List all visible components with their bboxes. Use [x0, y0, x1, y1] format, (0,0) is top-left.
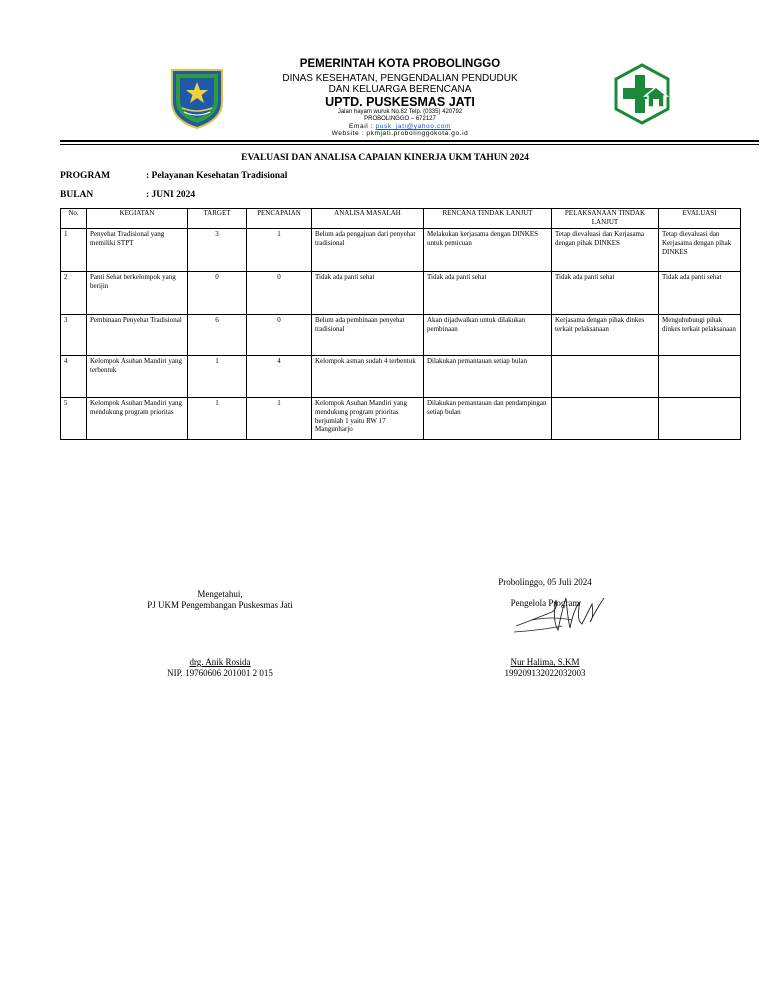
cell-target: 3	[188, 229, 247, 272]
cell-rencana: Tidak ada panti sehat	[424, 272, 552, 315]
cell-pencapaian: 0	[247, 315, 312, 356]
cell-pencapaian: 1	[247, 398, 312, 440]
email-link[interactable]: pusk_jati@yahoo.com	[375, 123, 451, 130]
city-postal: PROBOLINGGO – 672127	[364, 116, 436, 122]
cell-pelaksanaan: Tidak ada panti sehat	[552, 272, 659, 315]
cell-rencana: Dilakukan pemantauan setiap bulan	[424, 356, 552, 398]
table-row	[61, 356, 741, 398]
cell-no: 2	[61, 272, 87, 315]
acknowledger-nip: NIP. 19760606 201001 2 015	[167, 668, 273, 678]
table-row	[61, 229, 741, 272]
cell-analisa: Kelompok asman sudah 4 terbentuk	[312, 356, 424, 398]
program-label: PROGRAM	[60, 171, 111, 181]
cell-kegiatan: Pembinaan Penyehat Tradisional	[87, 315, 188, 356]
header-kegiatan: KEGIATAN	[87, 209, 188, 229]
cell-pelaksanaan: Kerjasama dengan pihak dinkes terkait pelaksanaan	[552, 315, 659, 356]
puskesmas-logo	[612, 63, 672, 125]
table-row	[61, 272, 741, 315]
letterhead-rule-thin	[60, 144, 759, 145]
program-manager-nip: 199209132022032003	[504, 668, 586, 678]
cell-analisa: Belum ada pengajuan dari penyehat tradisional	[312, 229, 424, 272]
table-row	[61, 315, 741, 356]
cell-target: 0	[188, 272, 247, 315]
website-line: Website : pkmjati.probolinggokota.go.id	[331, 130, 469, 137]
cell-kegiatan: Kelompok Asuhan Mandiri yang mendukung program prioritas	[87, 398, 188, 440]
letterhead-rule-thick	[60, 140, 759, 142]
acknowledged-label: Mengetahui,	[197, 589, 243, 599]
program-value: : Pelayanan Kesehatan Tradisional	[146, 171, 288, 181]
probolinggo-city-emblem	[170, 68, 224, 130]
header-pencapaian: PENCAPAIAN	[247, 209, 312, 229]
header-pelaksanaan-tindak-lanjut: PELAKSANAAN TINDAK LANJUT	[552, 209, 659, 229]
cell-no: 4	[61, 356, 87, 398]
month-value: : JUNI 2024	[146, 190, 196, 200]
cell-analisa: Belum ada pembinaan penyehat tradisional	[312, 315, 424, 356]
cell-rencana: Dilakukan pemantauan dan pendampingan setiap bulan	[424, 398, 552, 440]
header-analisa-masalah: ANALISA MASALAH	[312, 209, 424, 229]
cell-evaluasi: Tidak ada panti sehat	[659, 272, 741, 315]
cell-rencana: Melakukan kerjasama dengan DINKES untuk pemicuan	[424, 229, 552, 272]
cell-pelaksanaan	[552, 356, 659, 398]
table-header-row	[61, 209, 741, 229]
address: Jalan hayam wuruk No.82 Telp. (0335) 420792	[337, 109, 463, 115]
program-manager-name: Nur Halima, S.KM	[510, 657, 580, 667]
acknowledger-title: PJ UKM Pengembangan Puskesmas Jati	[147, 600, 293, 610]
cell-evaluasi: Tetap dievaluasi dan Kerjasama dengan pihak DINKES	[659, 229, 741, 272]
cell-pencapaian: 0	[247, 272, 312, 315]
cell-evaluasi: Menguhubungi pihak dinkes terkait pelaksanaan	[659, 315, 741, 356]
table-row	[61, 398, 741, 440]
evaluation-table	[60, 208, 741, 440]
cell-pencapaian: 4	[247, 356, 312, 398]
document-title: EVALUASI DAN ANALISA CAPAIAN KINERJA UKM TAHUN 2024	[241, 153, 529, 163]
dept-line-2: DAN KELUARGA BERENCANA	[328, 84, 472, 95]
cell-evaluasi	[659, 398, 741, 440]
header-rencana-tindak-lanjut: RENCANA TINDAK LANJUT	[424, 209, 552, 229]
cell-kegiatan: Panti Sehat berkelompok yang berijin	[87, 272, 188, 315]
cell-no: 3	[61, 315, 87, 356]
header-no: No.	[61, 209, 87, 229]
acknowledger-name: drg. Anik Rosida	[189, 657, 251, 667]
cell-analisa: Kelompok Asuhan Mandiri yang mendukung program prioritas berjumlah 1 yaitu RW 17 Mangunharjo	[312, 398, 424, 440]
cell-target: 6	[188, 315, 247, 356]
cell-no: 1	[61, 229, 87, 272]
cell-rencana: Akan dijadwalkan untuk dilakukan pembinaan	[424, 315, 552, 356]
cell-pelaksanaan	[552, 398, 659, 440]
header-target: TARGET	[188, 209, 247, 229]
cell-pencapaian: 1	[247, 229, 312, 272]
cell-target: 1	[188, 398, 247, 440]
month-label: BULAN	[60, 190, 94, 200]
handwritten-signature	[512, 590, 608, 636]
program-manager-title: Pengelola Program	[510, 598, 580, 608]
cell-kegiatan: Kelompok Asuhan Mandiri yang terbentuk	[87, 356, 188, 398]
email-label: Email :	[349, 123, 376, 130]
cell-evaluasi	[659, 356, 741, 398]
gov-name: PEMERINTAH KOTA PROBOLINGGO	[299, 58, 501, 70]
cell-target: 1	[188, 356, 247, 398]
cell-kegiatan: Penyehat Tradisional yang memiliki STPT	[87, 229, 188, 272]
dept-line-1: DINAS KESEHATAN, PENGENDALIAN PENDUDUK	[282, 73, 518, 84]
institution-name: UPTD. PUSKESMAS JATI	[325, 95, 475, 109]
cell-no: 5	[61, 398, 87, 440]
email-line	[230, 123, 570, 130]
cell-pelaksanaan: Tetap dievaluasi dan Kerjasama dengan pihak DINKES	[552, 229, 659, 272]
place-date: Probolinggo, 05 Juli 2024	[498, 577, 592, 587]
cell-analisa: Tidak ada panti sehat	[312, 272, 424, 315]
header-evaluasi: EVALUASI	[659, 209, 741, 229]
